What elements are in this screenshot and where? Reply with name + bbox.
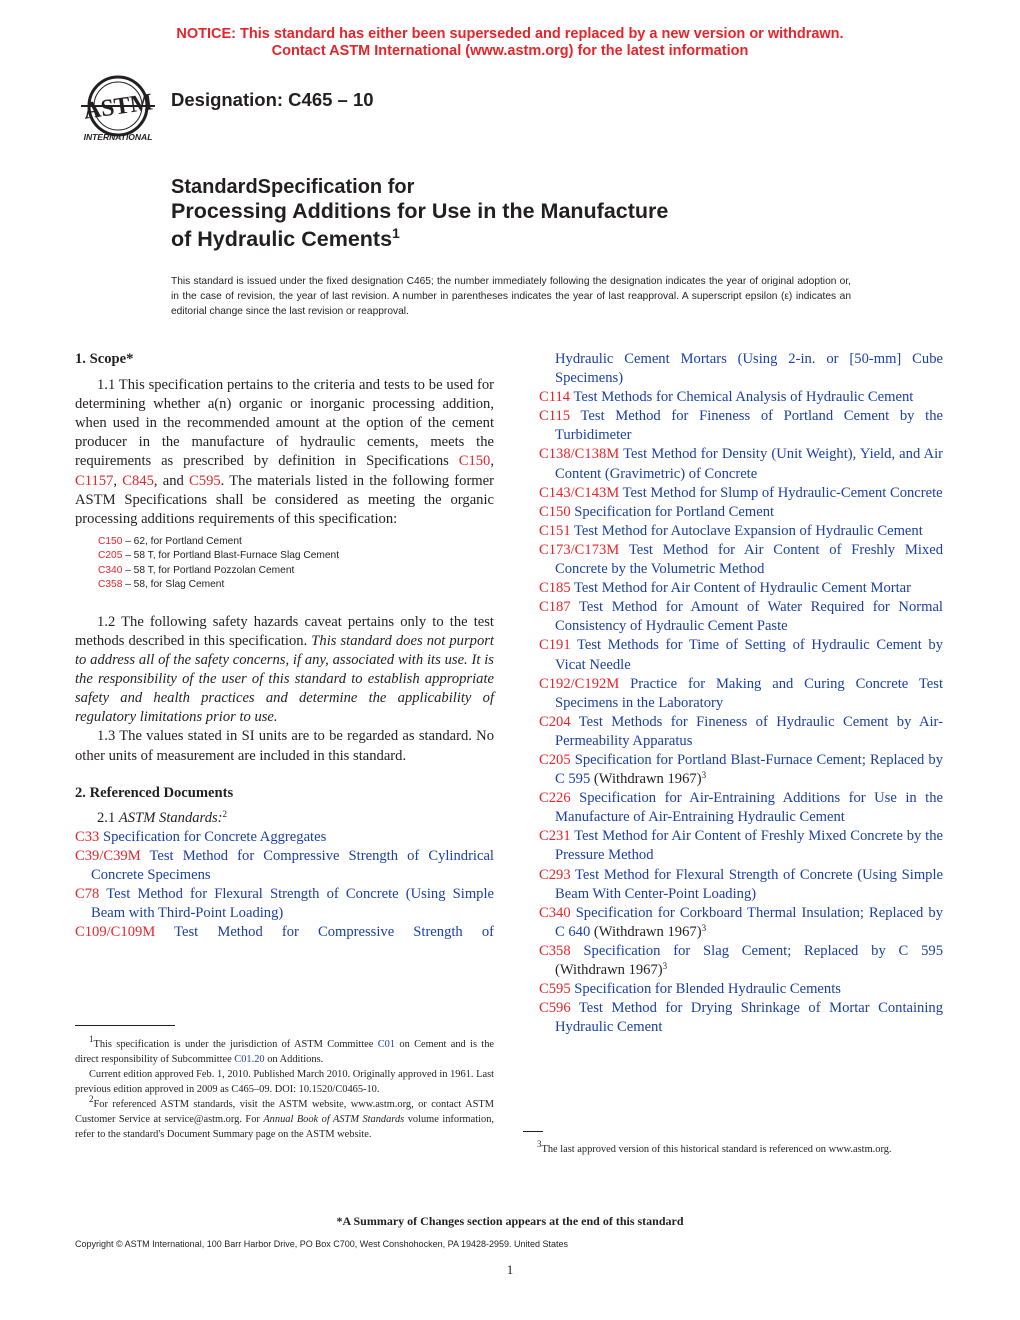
ref-entry[interactable] (539, 388, 943, 407)
sep: , (113, 472, 123, 489)
ref-withdrawn-note: (Withdrawn 1967) (590, 923, 702, 940)
ref-code[interactable]: C358 (539, 942, 571, 959)
ref-title[interactable]: Test Methods for Fineness of Hydraulic Cement by Air-Permeability Apparatus (555, 713, 943, 749)
former-spec-code[interactable]: C150 (98, 535, 123, 547)
scope-1-3: 1.3 The values stated in SI units are to be regarded as standard. No other units of measurement are included in this standard. (75, 728, 494, 764)
scope-1-1-text: 1.1 This specification pertains to the criteria and tests to be used for determining whether a(n) organic or inorganic processing addition, when used in the recommended amount at the option of the cement producer in the manufacture of hydraulic cements, meets the requirements as prescribed by definition in Specifications (75, 377, 494, 470)
right-ref-list (539, 388, 943, 1037)
former-spec-code[interactable]: C205 (98, 550, 123, 562)
ref-link-c595[interactable]: C595 (189, 472, 221, 489)
ref-link-c845[interactable]: C845 (122, 472, 154, 489)
referenced-heading: 2. Referenced Documents (75, 784, 234, 801)
footnote-rule-right (523, 1131, 543, 1132)
ref-code[interactable]: C78 (75, 886, 100, 903)
scope-1-1 (75, 376, 494, 529)
scope-1-2-text: 1.2 The following safety hazards caveat pertains only to the test methods described in this specification. (75, 613, 494, 649)
ref-title[interactable]: Test Method for Autoclave Expansion of Hydraulic Cement (570, 522, 923, 539)
footnote-1 (75, 1034, 494, 1067)
copyright: Copyright © ASTM International, 100 Barr Harbor Drive, PO Box C700, West Conshohocken, PA 19428-2959. United States (75, 1239, 569, 1249)
sep: , (490, 453, 494, 470)
summary-note: *A Summary of Changes section appears at the end of this standard (336, 1214, 684, 1228)
ref-code[interactable]: C185 (539, 580, 571, 597)
committee-link[interactable]: C01 (377, 1039, 396, 1050)
ref-code[interactable]: C187 (539, 599, 571, 616)
astm-logo-mark (75, 73, 161, 143)
issue-statement: This standard is issued under the fixed designation C465; the number immediately following the designation indicates the year of original adoption or, in the case of revision, the year of last revision. A number in parentheses indicates the year of last reapproval. A superscript epsilon (ε) indicates an editorial change since the last revision or reapproval. (171, 276, 851, 317)
ref-title[interactable]: Test Method for Density (Unit Weight), Yield, and Air Content (Gravimetric) of Concrete (555, 446, 943, 482)
ref-entry[interactable] (539, 713, 943, 751)
footnote-3 (523, 1139, 943, 1157)
ref-code[interactable]: C595 (539, 981, 571, 998)
former-spec-code[interactable]: C340 (98, 564, 123, 576)
ref-entry[interactable] (539, 675, 943, 713)
ref-title[interactable]: Specification for Slag Cement; Replaced by C 595 (570, 942, 943, 959)
ref-entry[interactable] (539, 904, 943, 942)
ref-entry[interactable] (539, 445, 943, 483)
safety-caveat: This standard does not purport to address all of the safety concerns, if any, associated with its use. It is the responsibility of the user of this standard to establish appropriate safety and health practices and determine the applicability of regulatory limitations prior to use. (75, 632, 494, 726)
ref-code[interactable]: C114 (539, 389, 571, 406)
fn2-text: For referenced ASTM standards, visit the ASTM website, www.astm.org, or contact ASTM Customer Service at service@astm.org. For (75, 1099, 494, 1125)
ref-code[interactable]: C340 (539, 904, 571, 921)
former-spec-text: – 58, for Slag Cement (122, 579, 225, 591)
footnotes-right (523, 1139, 943, 1157)
ref-entry[interactable] (539, 942, 943, 980)
logo-sub-text: INTERNATIONAL (83, 132, 153, 142)
ref-entry[interactable] (75, 885, 494, 923)
ref-footnote-sup: 3 (662, 961, 668, 971)
subcommittee-link[interactable]: C01.20 (234, 1054, 265, 1065)
ref-code[interactable]: C205 (539, 751, 571, 768)
former-spec-code[interactable]: C358 (98, 579, 123, 591)
ref-entry[interactable] (539, 503, 943, 522)
ref-link-c1157[interactable]: C1157 (75, 472, 114, 489)
ref-title[interactable]: Test Method for Drying Shrinkage of Mortar Containing Hydraulic Cement (555, 1000, 943, 1036)
fn2-italic: Annual Book of ASTM Standards (263, 1114, 405, 1125)
ref-code[interactable]: C596 (539, 1000, 571, 1017)
ref-title[interactable]: Test Method for Amount of Water Required for Normal Consistency of Hydraulic Cement Paste (555, 599, 943, 635)
ref-footnote-sup: 3 (701, 770, 707, 781)
ref-code[interactable]: C226 (539, 790, 571, 807)
ref-entry[interactable] (539, 827, 943, 865)
ref-code[interactable]: C231 (539, 828, 571, 845)
ref-code[interactable]: C33 (75, 828, 100, 845)
ref-entry[interactable] (539, 866, 943, 904)
ref-title[interactable]: Test Method for Air Content of Freshly Mixed Concrete by the Volumetric Method (555, 541, 943, 578)
ref-entry[interactable] (75, 923, 494, 942)
ref-entry[interactable] (539, 598, 943, 636)
ref-code[interactable]: C293 (539, 866, 571, 883)
ref-title[interactable]: Test Method for Flexural Strength of Concrete (Using Simple Beam With Center-Point Loading) (555, 866, 943, 902)
former-spec-item (98, 535, 494, 550)
ref-entry[interactable] (75, 828, 494, 847)
right-column (539, 350, 943, 1037)
ref-code[interactable]: C150 (539, 503, 571, 520)
former-specs-list (75, 535, 494, 593)
ref-entry[interactable] (539, 789, 943, 827)
former-spec-item (98, 578, 494, 593)
ref-code[interactable]: C115 (539, 408, 571, 425)
ref-title[interactable]: Test Methods for Chemical Analysis of Hydraulic Cement (570, 389, 914, 406)
logo-letters: ASTM (81, 89, 155, 125)
page-number: 1 (506, 1262, 514, 1277)
footnote-1-edition: Current edition approved Feb. 1, 2010. Published March 2010. Originally approved in 1961. Last previous edition approved in 2009 as C465–09. DOI: 10.1520/C0465-10. (75, 1069, 494, 1095)
footnotes-left (75, 1034, 494, 1142)
ref-code[interactable]: C151 (539, 522, 571, 539)
ref-code[interactable]: C138/C138M (539, 446, 620, 463)
ref-title[interactable]: Specification for Portland Blast-Furnace Cement; Replaced by C 595 (555, 751, 943, 788)
ref-title[interactable]: Test Method for Air Content of Freshly Mixed Concrete by the Pressure Method (555, 828, 943, 864)
left-column (75, 350, 494, 942)
fn1-text: This specification is under the jurisdiction of ASTM Committee (93, 1039, 378, 1050)
fn3-text: The last approved version of this historical standard is referenced on www.astm.org. (541, 1144, 892, 1155)
fn1-text: on Cement and is the direct responsibility of Subcommittee (75, 1039, 494, 1065)
footnote-rule-left (75, 1025, 175, 1026)
sub-num: 2.1 (97, 809, 119, 826)
ref-link-c150[interactable]: C150 (458, 453, 491, 470)
title-footnote-mark: 1 (392, 225, 400, 241)
notice-line-2: Contact ASTM International (www.astm.org) for the latest information (271, 43, 749, 59)
astm-logo (75, 73, 161, 143)
ref-title[interactable]: Test Method for Compressive Strength of (155, 924, 494, 941)
ref-entry[interactable] (539, 999, 943, 1037)
ref-title[interactable]: Specification for Portland Cement (570, 503, 775, 520)
ref-title[interactable]: Specification for Concrete Aggregates (99, 828, 327, 845)
ref-title[interactable]: Hydraulic Cement Mortars (Using 2-in. or [50-mm] Cube Specimens) (555, 351, 943, 387)
ref-entry[interactable] (75, 847, 494, 885)
ref-entry[interactable] (539, 980, 943, 999)
ref-code[interactable]: C204 (539, 713, 571, 730)
ref-title[interactable]: Test Methods for Time of Setting of Hydraulic Cement by Vicat Needle (555, 637, 943, 673)
ref-code[interactable]: C191 (539, 637, 571, 654)
fn2-text: volume information, refer to the standard's Document Summary page on the ASTM website. (75, 1114, 494, 1140)
ref-entry[interactable] (539, 522, 943, 541)
footnote-2 (75, 1094, 494, 1142)
scope-1-1-end: . The materials listed in the following former ASTM Specifications shall be considered as meeting the organic processing additions requirements of this specification: (75, 472, 494, 527)
ref-code[interactable]: C109/C109M (75, 924, 156, 941)
ref-title[interactable]: Practice for Making and Curing Concrete Test Specimens in the Laboratory (555, 675, 943, 711)
ref-entry[interactable] (539, 636, 943, 674)
title-line-1: StandardSpecification for (171, 176, 415, 198)
ref-withdrawn-note: (Withdrawn 1967) (555, 962, 663, 978)
fn2-sup: 2 (89, 1094, 94, 1104)
former-spec-item (98, 564, 494, 579)
ref-title[interactable]: Test Method for Compressive Strength of Cylindrical Concrete Specimens (91, 847, 494, 883)
ref-title[interactable]: Specification for Corkboard Thermal Insulation; Replaced by C 640 (555, 904, 943, 940)
ref-title[interactable]: Test Method for Fineness of Portland Cement by the Turbidimeter (555, 408, 943, 444)
title-line-3-text: of Hydraulic Cements (171, 227, 393, 251)
ref-code[interactable]: C173/C173M (539, 541, 620, 558)
ref-entry[interactable] (539, 751, 943, 789)
ref-withdrawn-note: (Withdrawn 1967) (590, 771, 702, 788)
fn1-text: on Additions. (264, 1054, 324, 1065)
scope-heading: 1. Scope* (75, 351, 134, 367)
ref-title[interactable]: Specification for Air-Entraining Additions for Use in the Manufacture of Air-Entraining Hydraulic Cement (555, 790, 943, 826)
sub-italic: ASTM Standards: (118, 809, 223, 826)
title-line-2: Processing Additions for Use in the Manufacture (171, 199, 669, 223)
astm-standards-sub (75, 809, 494, 828)
former-spec-text: – 58 T, for Portland Blast-Furnace Slag Cement (122, 550, 340, 562)
former-spec-text: – 58 T, for Portland Pozzolan Cement (122, 564, 295, 576)
ref-code[interactable]: C143/C143M (539, 484, 620, 501)
ref-title[interactable]: Test Method for Flexural Strength of Concrete (Using Simple Beam with Third-Point Loading) (91, 886, 494, 922)
ref-code[interactable]: C39/C39M (75, 847, 141, 864)
former-spec-text: – 62, for Portland Cement (122, 535, 242, 547)
fn3-sup: 3 (537, 1139, 542, 1149)
ref-title[interactable]: Test Method for Slump of Hydraulic-Cement Concrete (619, 484, 943, 501)
ref-entry[interactable] (539, 541, 943, 579)
title-line-3 (171, 227, 400, 252)
notice-line-1: NOTICE: This standard has either been superseded and replaced by a new version or withdrawn. (176, 26, 844, 42)
ref-continuation[interactable] (539, 350, 943, 388)
scope-1-2 (75, 613, 494, 728)
ref-title[interactable]: Specification for Blended Hydraulic Cements (570, 981, 841, 998)
sep: , and (153, 472, 190, 489)
ref-footnote-sup: 3 (701, 922, 707, 933)
designation: Designation: C465 – 10 (171, 89, 374, 110)
ref-title[interactable]: Test Method for Air Content of Hydraulic Cement Mortar (570, 580, 912, 597)
former-spec-item (98, 549, 494, 564)
ref-entry[interactable] (539, 579, 943, 598)
ref-code[interactable]: C192/C192M (539, 675, 620, 692)
ref-entry[interactable] (539, 407, 943, 445)
ref-entry[interactable] (539, 484, 943, 503)
sub-sup: 2 (222, 808, 228, 819)
fn1-sup: 1 (89, 1034, 94, 1044)
